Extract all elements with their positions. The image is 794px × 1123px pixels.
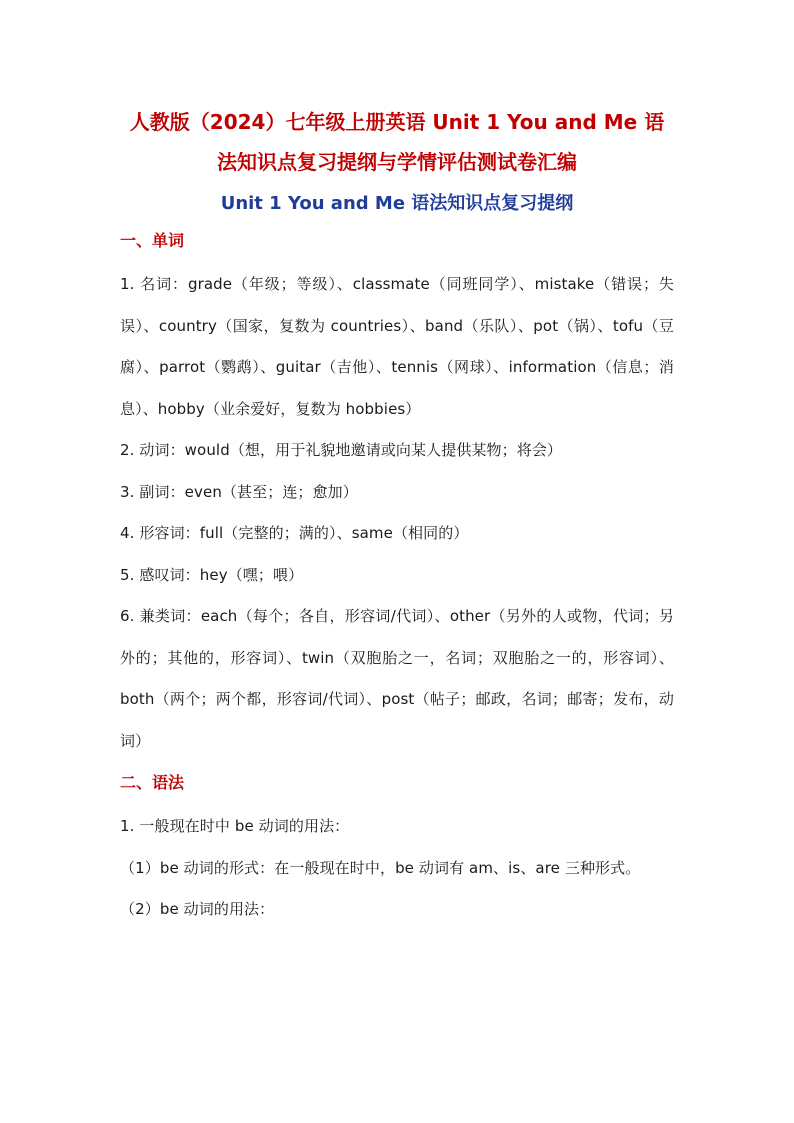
vocab-item-multi-class: 6. 兼类词：each（每个；各自，形容词/代词）、other（另外的人或物，代词；另外的；其他的，形容词）、twin（双胞胎之一，名词；双胞胎之一的，形容词）、both（两个；两个都，形容词/代词）、post（帖子；邮政，名词；邮寄；发布，动词） <box>120 607 674 750</box>
vocab-item-nouns: 1. 名词：grade（年级；等级）、classmate（同班同学）、mistake（错误；失误）、country（国家，复数为 countries）、band（乐队）、pot（锅）、tofu（豆腐）、parrot（鹦鹉）、guitar（吉他）、tennis（网球）、information（信息；消息）、hobby（业余爱好，复数为 hobbies） <box>120 275 674 418</box>
grammar-item-1-2: （2）be 动词的用法： <box>120 900 275 918</box>
document-title-line-2: 法知识点复习提纲与学情评估测试卷汇编 <box>217 150 577 174</box>
vocab-item-interjections: 5. 感叹词：hey（嘿；喂） <box>120 565 304 584</box>
vocab-item-adjectives: 4. 形容词：full（完整的；满的）、same（相同的） <box>120 524 469 542</box>
section-heading-vocabulary: 一、单词 <box>120 231 185 250</box>
vocab-item-adverbs: 3. 副词：even（甚至；连；愈加） <box>120 482 358 501</box>
vocab-item-verbs: 2. 动词：would（想，用于礼貌地邀请或向某人提供某物；将会） <box>120 441 563 459</box>
section-heading-grammar: 二、语法 <box>120 773 185 792</box>
grammar-item-1-1: （1）be 动词的形式：在一般现在时中，be 动词有 am、is、are 三种形式。 <box>120 858 641 877</box>
document-subtitle: Unit 1 You and Me 语法知识点复习提纲 <box>220 193 574 214</box>
grammar-item-1: 1. 一般现在时中 be 动词的用法： <box>120 817 350 835</box>
document-title-line-1: 人教版（2024）七年级上册英语 Unit 1 You and Me 语 <box>129 110 665 134</box>
